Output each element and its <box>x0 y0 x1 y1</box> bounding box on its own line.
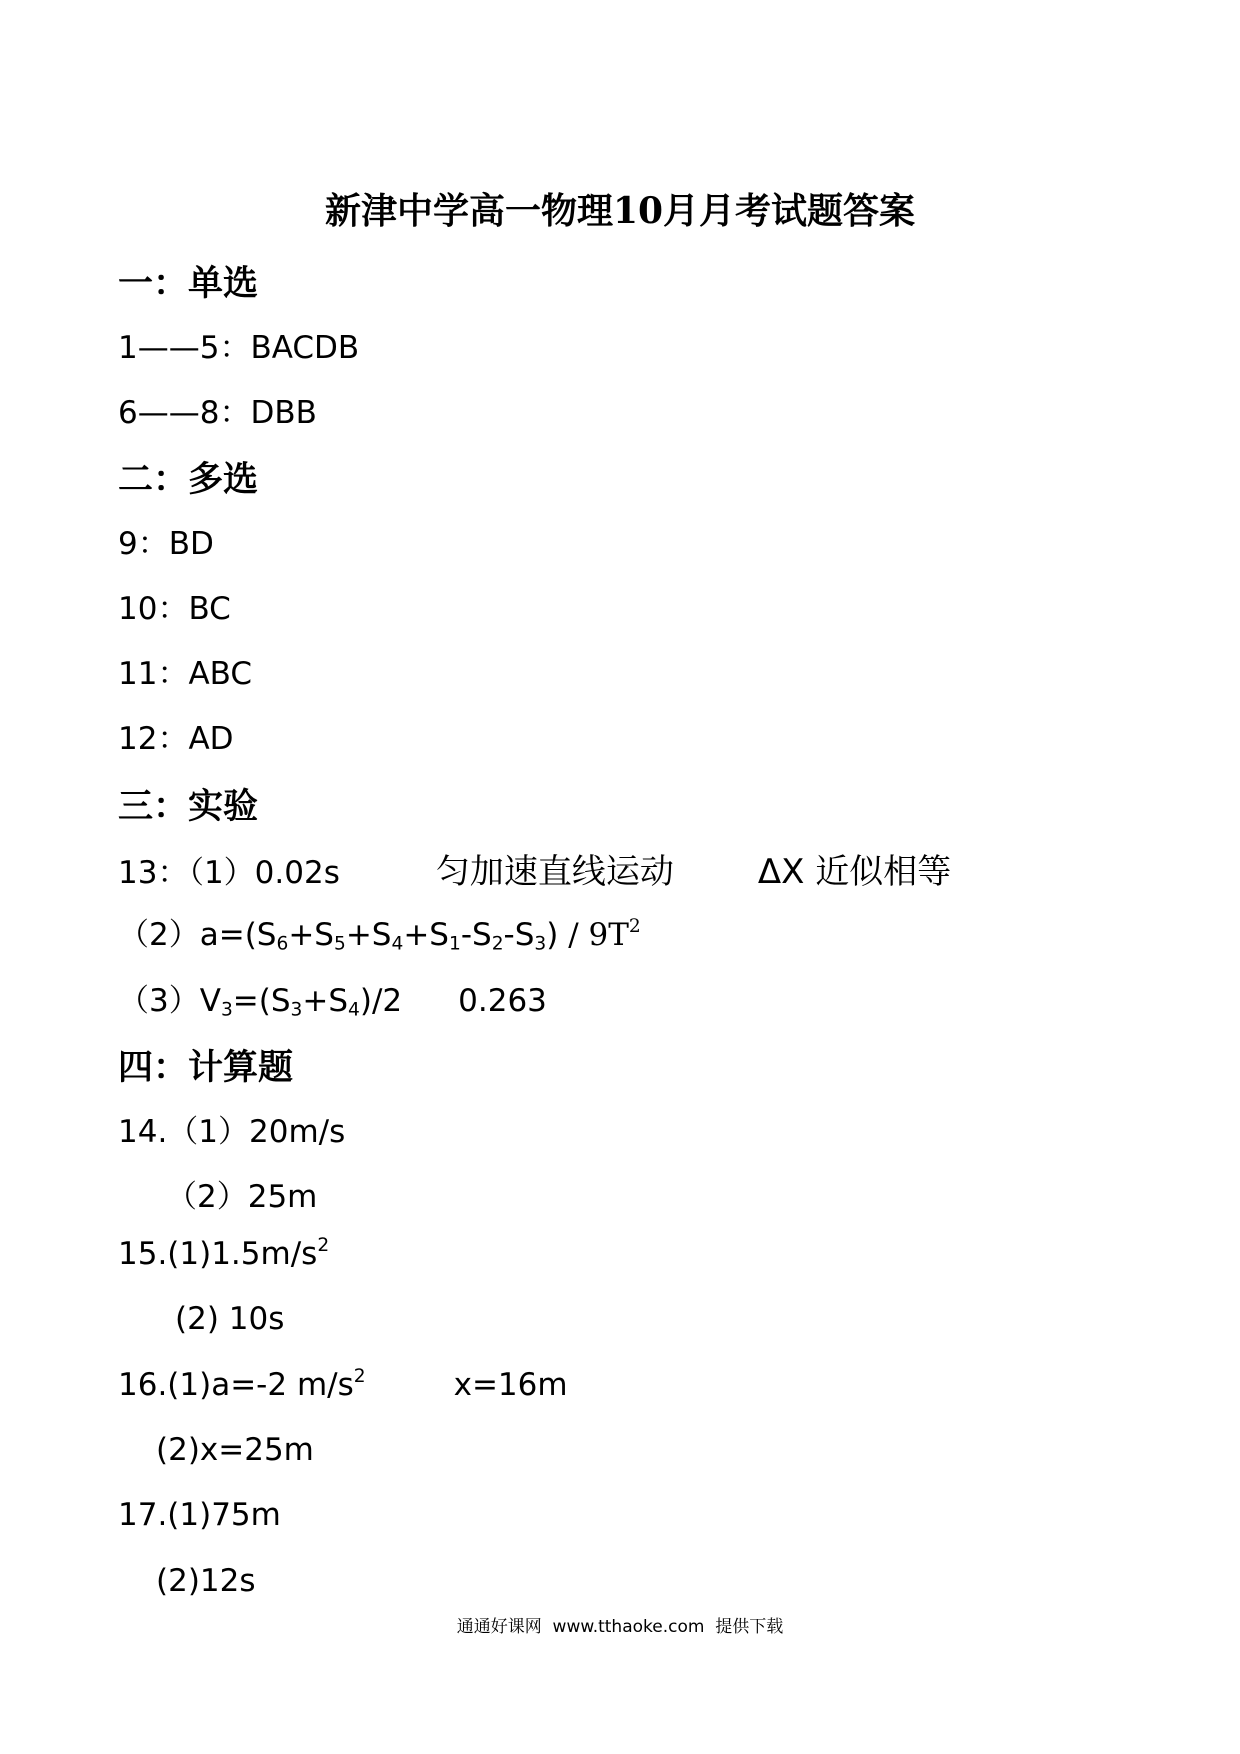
q13-part1-answer: 13：（1）0.02s <box>118 855 340 891</box>
q13-delta-note: ΔX 近似相等 <box>757 852 952 892</box>
footer-source-note: 通通好课网 www.tthaoke.com 提供下载 <box>456 1617 784 1637</box>
q13-motion-type: 匀加速直线运动 <box>435 852 674 892</box>
q15-part2: (2) 10s <box>175 1301 285 1337</box>
q16-part1-text: 16.(1)a=-2 m/s <box>118 1367 354 1403</box>
q13-part3-value: 0.263 <box>458 983 547 1019</box>
q15-part1-text: 15.(1)1.5m/s <box>118 1236 318 1272</box>
section-heading-calculation: 四：计算题 <box>118 1047 294 1088</box>
q16-part1: 16.(1)a=-2 $m/s^2$ x=16m <box>118 1365 568 1403</box>
q13-part2-denominator: / 9T <box>568 917 629 953</box>
answer-line: 10：BC <box>118 591 231 627</box>
answer-line: 11：ABC <box>118 656 253 692</box>
q17-part2: (2)12s <box>156 1563 256 1599</box>
section-heading-multiple-choice: 二：多选 <box>118 459 259 500</box>
q14-part2: （2）25m <box>166 1179 318 1215</box>
q17-part1: 17.(1)75m <box>118 1497 281 1533</box>
q13-part3-line: $(3)V_3=(S_3+S_4)/2$ 0.263 <box>118 983 547 1021</box>
answer-line: 12：AD <box>118 721 234 757</box>
answer-line: 9：BD <box>118 526 214 562</box>
answer-line: 6——8：DBB <box>118 395 317 431</box>
section-heading-experiment: 三：实验 <box>118 786 259 827</box>
q15-part1: $15.(1)1.5m/s^2$ <box>118 1234 330 1272</box>
answer-line: 1——5：BACDB <box>118 330 360 366</box>
q13-part2-prefix: （2）a=(S <box>118 917 277 953</box>
q13-part3-prefix: （3）V <box>118 983 221 1019</box>
q13-part2-line: $(2)a=(S_6+S_5+S_4+S_1-S_2-S_3) / 9T^2$ <box>118 915 641 955</box>
document-title: 新津中学高一物理10月月考试题答案 <box>324 190 916 232</box>
q16-part2: (2)x=25m <box>156 1432 314 1468</box>
q16-part1-displacement: x=16m <box>453 1367 568 1403</box>
q14-part1: 14.（1）20m/s <box>118 1114 346 1150</box>
q13-part1-line <box>118 844 951 893</box>
section-heading-single-choice: 一：单选 <box>118 263 259 304</box>
